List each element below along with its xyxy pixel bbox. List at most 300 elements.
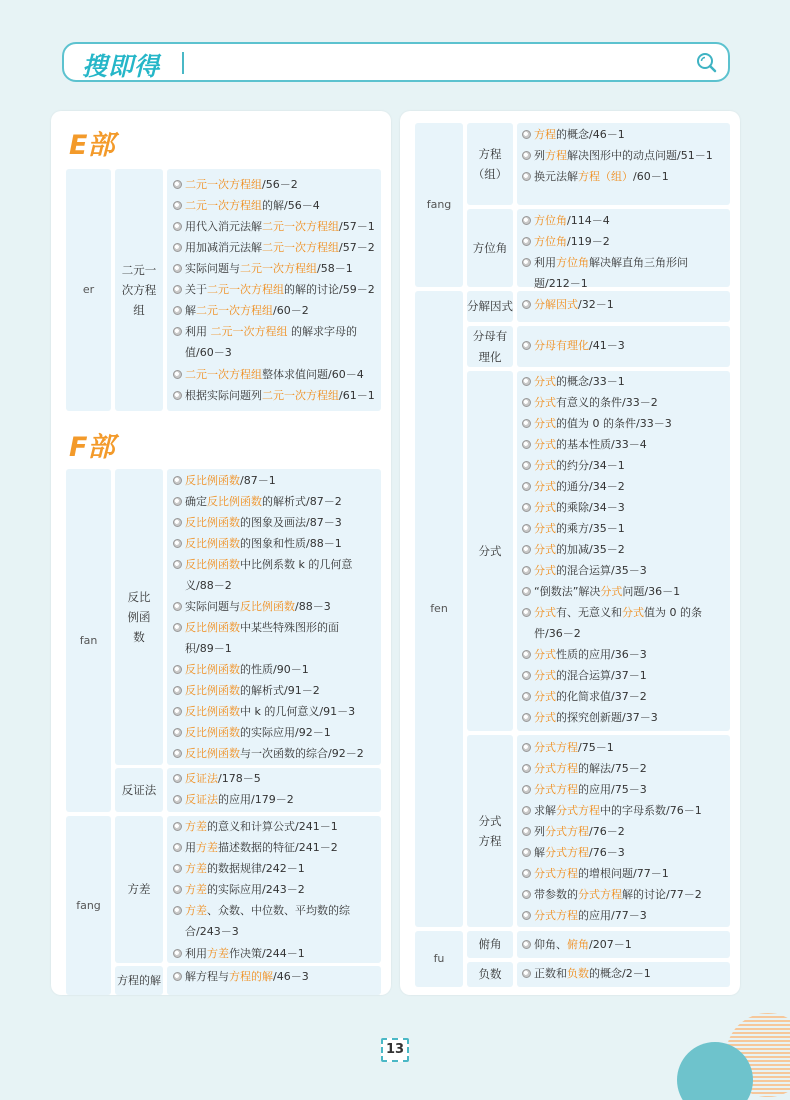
bullet-icon: [522, 764, 531, 773]
bullet-icon: [522, 566, 531, 575]
highlighted-term: 反比例函数: [185, 684, 240, 697]
entry-text: 的基本性质/33－4: [556, 438, 647, 451]
highlighted-term: 分式: [534, 417, 556, 430]
bullet-icon: [173, 180, 182, 189]
right-index-entry: [522, 863, 669, 884]
right-index-entry: [522, 800, 702, 821]
highlighted-term: 分式: [534, 690, 556, 703]
left-index-entry: [173, 659, 309, 680]
bullet-icon: [522, 671, 531, 680]
bullet-icon: [173, 885, 182, 894]
highlighted-term: 方位角: [534, 214, 567, 227]
left-index-entry: [173, 279, 375, 300]
entry-text: /57－2: [339, 241, 375, 254]
topic-cell-fenjieyinshi: 分解因式: [467, 291, 513, 322]
entry-text: 的混合运算/37－1: [556, 669, 647, 682]
bullet-icon: [173, 327, 182, 336]
right-index-entry: [522, 737, 614, 758]
entry-text: /41－3: [589, 339, 625, 352]
highlighted-term: 反比例函数: [185, 663, 240, 676]
entry-text: 的图象和性质/88－1: [240, 537, 342, 550]
highlighted-term: 分式方程: [534, 867, 578, 880]
bullet-icon: [522, 258, 531, 267]
left-index-entry: [173, 596, 331, 617]
highlighted-term: 方位角: [534, 235, 567, 248]
entry-text: /60－2: [273, 304, 309, 317]
entry-text: 解决解直角三角形问: [589, 256, 688, 269]
highlighted-term: 二元一次方程组: [207, 283, 284, 296]
right-index-entry: [522, 539, 625, 560]
bullet-icon: [173, 864, 182, 873]
highlighted-term: 分式方程: [556, 804, 600, 817]
page-number: 13: [381, 1038, 409, 1062]
right-index-entry: [522, 963, 651, 984]
bullet-icon: [522, 587, 531, 596]
left-index-entry: [173, 512, 342, 533]
highlighted-term: 分式: [534, 501, 556, 514]
highlighted-term: 反证法: [185, 793, 218, 806]
entry-text: 的解/56－4: [262, 199, 320, 212]
entry-text: 的应用/179－2: [218, 793, 294, 806]
topic-cell-fangchengdejie: 方程的解: [115, 966, 163, 995]
left-index-entry: [173, 216, 375, 237]
highlighted-term: 分式方程: [578, 888, 622, 901]
topic-cell-fenshifangcheng: 分式方程: [467, 735, 513, 927]
entry-text: 实际问题与: [185, 262, 240, 275]
right-index-entry: [522, 779, 647, 800]
highlighted-term: 二元一次方程组: [196, 304, 273, 317]
left-index-entry: [173, 258, 353, 279]
entry-text: 问题/36－1: [622, 585, 681, 598]
entry-text: 解方程与: [185, 970, 229, 983]
highlighted-term: 反比例函数: [185, 705, 240, 718]
pinyin-cell-fu: fu: [415, 931, 463, 987]
highlighted-term: 分式: [534, 606, 556, 619]
index-panel-left: [51, 111, 391, 995]
highlighted-term: 二元一次方程组: [262, 241, 339, 254]
bullet-icon: [173, 539, 182, 548]
bullet-icon: [173, 843, 182, 852]
highlighted-term: 二元一次方程组: [240, 262, 317, 275]
entry-text: 解的讨论/77－2: [622, 888, 702, 901]
bullet-icon: [522, 377, 531, 386]
right-index-entry: [522, 686, 647, 707]
decorative-circles: [660, 1000, 790, 1100]
entry-text: 利用: [185, 947, 207, 960]
entry-text: /46－3: [273, 970, 309, 983]
left-index-entry: [173, 385, 375, 406]
highlighted-term: 二元一次方程组: [185, 178, 262, 191]
entry-text: 、众数、中位数、平均数的综: [207, 904, 350, 917]
right-index-entry: [522, 934, 632, 955]
search-title: 搜即得: [82, 52, 161, 81]
entry-text: 列: [534, 149, 545, 162]
right-index-entry: [522, 231, 610, 252]
bullet-icon: [173, 972, 182, 981]
left-index-entry: [173, 617, 339, 638]
highlighted-term: 分式方程: [534, 783, 578, 796]
bullet-icon: [173, 264, 182, 273]
highlighted-term: 分式: [534, 480, 556, 493]
entry-text: 的数据规律/242－1: [207, 862, 305, 875]
bullet-icon: [522, 743, 531, 752]
topic-cell-fangcha: 方差: [115, 816, 163, 963]
right-index-entry: [522, 166, 669, 187]
highlighted-term: 分式: [534, 375, 556, 388]
entry-text: 作决策/244－1: [229, 947, 305, 960]
highlighted-term: 方差: [185, 883, 207, 896]
left-index-entry: [173, 943, 305, 964]
left-index-entry: [173, 816, 338, 837]
left-index-entry: [173, 491, 342, 512]
entry-text: 的探究创新题/37－3: [556, 711, 658, 724]
entry-text: 的解求字母的: [287, 325, 357, 338]
bullet-icon: [173, 243, 182, 252]
highlighted-term: 反比例函数: [185, 726, 240, 739]
highlighted-term: 二元一次方程组: [185, 368, 262, 381]
right-index-entry: [522, 581, 680, 602]
bullet-icon: [173, 201, 182, 210]
right-index-entry: [522, 758, 647, 779]
bullet-icon: [522, 969, 531, 978]
entry-text: 的图象及画法/87－3: [240, 516, 342, 529]
topic-cell-eryuanyici: 二元一次方程组: [115, 169, 163, 411]
highlighted-term: 负数: [567, 967, 589, 980]
bullet-icon: [522, 341, 531, 350]
bullet-icon: [173, 686, 182, 695]
right-index-entry: [522, 434, 647, 455]
entry-text: 中某些特殊图形的面: [240, 621, 339, 634]
bullet-icon: [522, 650, 531, 659]
entry-text: 的实际应用/92－1: [240, 726, 331, 739]
entry-text: 求解: [534, 804, 556, 817]
entry-text: 关于: [185, 283, 207, 296]
bullet-icon: [173, 476, 182, 485]
entry-text: 义/88－2: [185, 579, 232, 592]
right-index-entry: [522, 476, 625, 497]
bullet-icon: [173, 749, 182, 758]
entry-text: 的通分/34－2: [556, 480, 625, 493]
bullet-icon: [522, 151, 531, 160]
bullet-icon: [522, 545, 531, 554]
entry-text: 的解的讨论/59－2: [284, 283, 375, 296]
right-index-entry: [522, 252, 688, 273]
highlighted-term: 方差: [207, 947, 229, 960]
bullet-icon: [522, 398, 531, 407]
entry-text: /56－2: [262, 178, 298, 191]
left-index-entry: [173, 900, 350, 921]
entry-text: 中 k 的几何意义/91－3: [240, 705, 356, 718]
right-index-entry: [522, 371, 625, 392]
bullet-icon: [522, 785, 531, 794]
topic-cell-fanzheng: 反证法: [115, 768, 163, 812]
bullet-icon: [173, 774, 182, 783]
right-index-entry: [522, 124, 625, 145]
left-index-entry: [173, 858, 305, 879]
entry-text: 合/243－3: [185, 925, 239, 938]
highlighted-term: 分式方程: [534, 762, 578, 775]
entry-text: /60－1: [633, 170, 669, 183]
left-index-entry: [173, 722, 331, 743]
entry-text: 积/89－1: [185, 642, 232, 655]
left-index-entry: [173, 195, 320, 216]
entry-text: /61－1: [339, 389, 375, 402]
bullet-icon: [522, 524, 531, 533]
highlighted-term: 方差: [185, 820, 207, 833]
entry-text: 的乘方/35－1: [556, 522, 625, 535]
entry-text: 题/212－1: [534, 277, 588, 290]
highlighted-term: 俯角: [567, 938, 589, 951]
highlighted-term: 反比例函数: [185, 537, 240, 550]
bullet-icon: [173, 906, 182, 915]
highlighted-term: 方程: [534, 128, 556, 141]
entry-text: 的意义和计算公式/241－1: [207, 820, 338, 833]
entry-text: 的乘除/34－3: [556, 501, 625, 514]
entry-text: 列: [534, 825, 545, 838]
bullet-icon: [173, 623, 182, 632]
highlighted-term: 分式: [534, 564, 556, 577]
entry-text: 根据实际问题列: [185, 389, 262, 402]
highlighted-term: 方程（组）: [578, 170, 633, 183]
entry-text: /87－1: [240, 474, 276, 487]
highlighted-term: 分式方程: [545, 825, 589, 838]
highlighted-term: 分式: [622, 606, 644, 619]
entry-text: 带参数的: [534, 888, 578, 901]
bullet-icon: [173, 707, 182, 716]
topic-cell-fangweijiao: 方位角: [467, 209, 513, 287]
right-index-entry: [522, 273, 588, 294]
bullet-icon: [173, 728, 182, 737]
bullet-icon: [173, 518, 182, 527]
highlighted-term: 分式方程: [534, 909, 578, 922]
bullet-icon: [522, 940, 531, 949]
entry-text: 的应用/77－3: [578, 909, 647, 922]
entry-text: /178－5: [218, 772, 261, 785]
bullet-icon: [522, 869, 531, 878]
entry-text: /75－1: [578, 741, 614, 754]
highlighted-term: 分式: [534, 543, 556, 556]
entry-text: 利用: [185, 325, 211, 338]
bullet-icon: [173, 306, 182, 315]
right-index-entry: [522, 623, 581, 644]
topic-cell-fanbili: 反比例函数: [115, 469, 163, 765]
bullet-icon: [173, 285, 182, 294]
bullet-icon: [173, 822, 182, 831]
left-index-entry: [173, 364, 364, 385]
highlighted-term: 分式方程: [534, 741, 578, 754]
bullet-icon: [173, 391, 182, 400]
entry-text: 解决图形中的动点问题/51－1: [567, 149, 713, 162]
highlighted-term: 反比例函数: [207, 495, 262, 508]
bullet-icon: [173, 560, 182, 569]
right-index-entry: [522, 665, 647, 686]
left-index-entry: [173, 470, 276, 491]
highlighted-term: 分式: [534, 459, 556, 472]
pinyin-cell-fen: fen: [415, 291, 463, 927]
highlighted-term: 分式: [534, 711, 556, 724]
highlighted-term: 反比例函数: [240, 600, 295, 613]
entry-text: 用加减消元法解: [185, 241, 262, 254]
entry-text: 的约分/34－1: [556, 459, 625, 472]
entry-text: /114－4: [567, 214, 610, 227]
highlighted-term: 分式: [534, 396, 556, 409]
highlighted-term: 二元一次方程组: [185, 199, 262, 212]
bullet-icon: [522, 216, 531, 225]
entry-text: 描述数据的特征/241－2: [218, 841, 338, 854]
bullet-icon: [522, 827, 531, 836]
left-index-entry: [173, 768, 261, 789]
left-index-entry: [173, 680, 320, 701]
entry-text: 中的字母系数/76－1: [600, 804, 702, 817]
highlighted-term: 二元一次方程组: [262, 220, 339, 233]
right-index-entry: [522, 707, 658, 728]
highlighted-term: 方程的解: [229, 970, 273, 983]
highlighted-term: 方差: [185, 862, 207, 875]
pinyin-cell-fang-right: fang: [415, 123, 463, 287]
pinyin-cell-fang: fang: [66, 816, 111, 995]
entry-text: 利用: [534, 256, 556, 269]
bullet-icon: [522, 713, 531, 722]
pinyin-cell-er: er: [66, 169, 111, 411]
entry-text: “倒数法”解决: [534, 585, 601, 598]
left-index-entry: [173, 789, 294, 810]
entry-text: 实际问题与: [185, 600, 240, 613]
bullet-icon: [522, 911, 531, 920]
entry-text: 正数和: [534, 967, 567, 980]
bullet-icon: [173, 665, 182, 674]
right-index-entry: [522, 602, 702, 623]
entry-text: 的值为 0 的条件/33－3: [556, 417, 672, 430]
highlighted-term: 反比例函数: [185, 516, 240, 529]
topic-cell-fushu: 负数: [467, 962, 513, 987]
entry-text: 的解析式/87－2: [262, 495, 342, 508]
highlighted-term: 反比例函数: [185, 558, 240, 571]
entry-text: 的概念/33－1: [556, 375, 625, 388]
left-index-entry: [173, 300, 309, 321]
entry-text: 的实际应用/243－2: [207, 883, 305, 896]
entry-text: /57－1: [339, 220, 375, 233]
bullet-icon: [173, 949, 182, 958]
entry-text: /58－1: [317, 262, 353, 275]
bullet-icon: [522, 848, 531, 857]
bullet-icon: [173, 222, 182, 231]
highlighted-term: 分解因式: [534, 298, 578, 311]
entry-text: 件/36－2: [534, 627, 581, 640]
highlighted-term: 分式方程: [545, 846, 589, 859]
entry-text: /207－1: [589, 938, 632, 951]
entry-text: 值/60－3: [185, 346, 232, 359]
highlighted-term: 分式: [534, 522, 556, 535]
search-divider: [182, 52, 184, 74]
entry-text: 的性质/90－1: [240, 663, 309, 676]
highlighted-term: 分式: [534, 438, 556, 451]
entry-text: 的解析式/91－2: [240, 684, 320, 697]
entry-text: /88－3: [295, 600, 331, 613]
left-index-entry: [173, 575, 232, 596]
entry-text: 的加减/35－2: [556, 543, 625, 556]
highlighted-term: 方差: [185, 904, 207, 917]
right-index-entry: [522, 518, 625, 539]
entry-text: 换元法解: [534, 170, 578, 183]
entry-text: 解: [185, 304, 196, 317]
bullet-icon: [522, 130, 531, 139]
topic-cell-fujiao: 俯角: [467, 931, 513, 958]
entry-text: 的概念/2－1: [589, 967, 651, 980]
left-index-entry: [173, 638, 232, 659]
right-index-entry: [522, 145, 713, 166]
bullet-icon: [522, 806, 531, 815]
entry-text: 确定: [185, 495, 207, 508]
entry-text: 有、无意义和: [556, 606, 622, 619]
entry-text: 的化简求值/37－2: [556, 690, 647, 703]
highlighted-term: 二元一次方程组: [262, 389, 339, 402]
highlighted-term: 分式: [600, 585, 623, 598]
highlighted-term: 反比例函数: [185, 474, 240, 487]
entry-text: 整体求值问题/60－4: [262, 368, 364, 381]
right-index-entry: [522, 644, 647, 665]
right-index-entry: [522, 884, 702, 905]
left-index-entry: [173, 321, 357, 342]
entry-text: 的增根问题/77－1: [578, 867, 669, 880]
bullet-icon: [173, 370, 182, 379]
highlighted-term: 反比例函数: [185, 621, 240, 634]
entry-text: 与一次函数的综合/92－2: [240, 747, 364, 760]
index-panel-right: [400, 111, 740, 995]
highlighted-term: 分母有理化: [534, 339, 589, 352]
search-bar[interactable]: [62, 42, 730, 82]
topic-cell-fangchengzu: 方程（组）: [467, 123, 513, 205]
entry-text: 的概念/46－1: [556, 128, 625, 141]
bullet-icon: [522, 237, 531, 246]
left-index-entry: [173, 879, 305, 900]
entry-text: 用: [185, 841, 196, 854]
highlighted-term: 分式: [534, 648, 556, 661]
bullet-icon: [522, 461, 531, 470]
entry-text: 解: [534, 846, 545, 859]
right-index-entry: [522, 335, 625, 356]
highlighted-term: 反比例函数: [185, 747, 240, 760]
topic-cell-fenmu: 分母有理化: [467, 326, 513, 367]
bullet-icon: [522, 608, 531, 617]
highlighted-term: 分式: [534, 669, 556, 682]
bullet-icon: [522, 890, 531, 899]
left-index-entry: [173, 237, 375, 258]
highlighted-term: 方程: [545, 149, 567, 162]
bullet-icon: [173, 602, 182, 611]
right-index-entry: [522, 294, 614, 315]
left-index-entry: [173, 701, 355, 722]
bullet-icon: [173, 795, 182, 804]
left-index-entry: [173, 837, 338, 858]
highlighted-term: 反证法: [185, 772, 218, 785]
right-index-entry: [522, 455, 625, 476]
section-heading-f: F部: [69, 432, 115, 463]
entry-text: 性质的应用/36－3: [556, 648, 647, 661]
entry-text: 的解法/75－2: [578, 762, 647, 775]
left-index-entry: [173, 554, 352, 575]
entry-text: 用代入消元法解: [185, 220, 262, 233]
bullet-icon: [173, 497, 182, 506]
section-heading-e: E部: [69, 130, 115, 161]
right-index-entry: [522, 413, 672, 434]
search-icon[interactable]: [694, 51, 718, 75]
entry-text: /76－2: [589, 825, 625, 838]
bullet-icon: [522, 300, 531, 309]
entry-text: 的混合运算/35－3: [556, 564, 647, 577]
left-index-entry: [173, 966, 309, 987]
entry-text: 有意义的条件/33－2: [556, 396, 658, 409]
left-index-entry: [173, 342, 232, 363]
